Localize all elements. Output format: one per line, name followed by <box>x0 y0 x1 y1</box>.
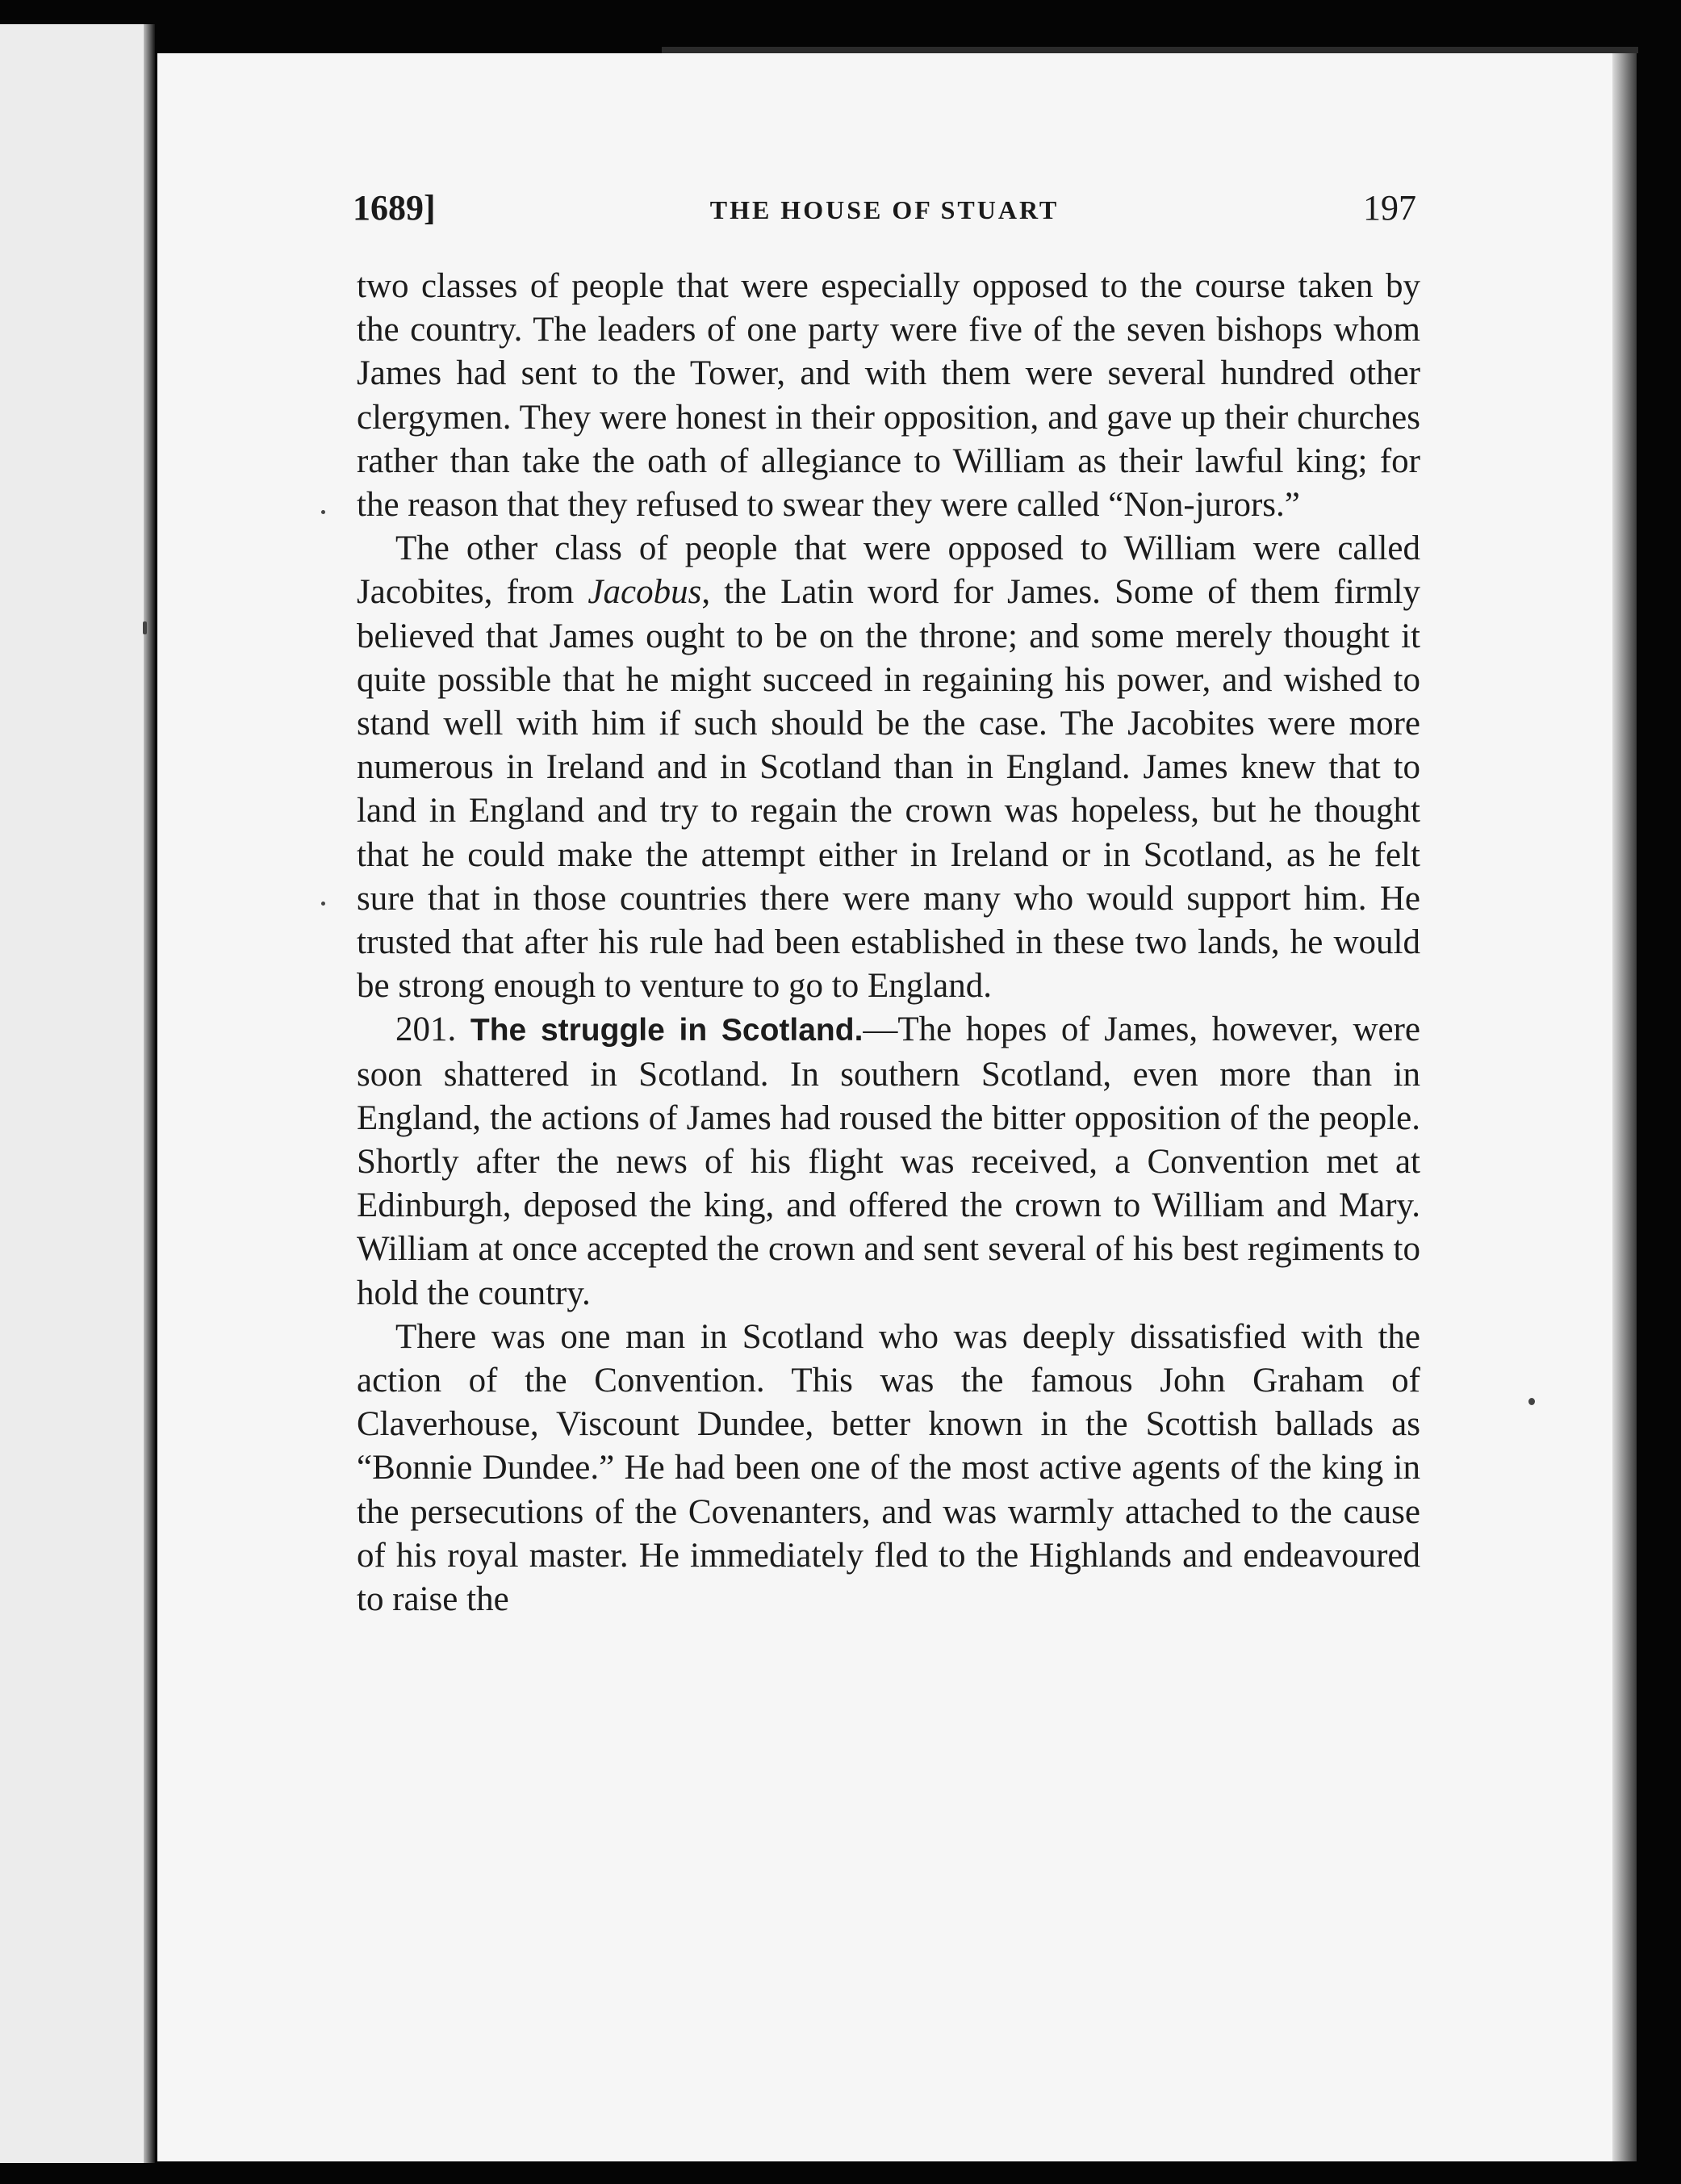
section-heading: The struggle in Scotland. <box>470 1013 863 1048</box>
running-head <box>353 187 1416 236</box>
gutter-shadow <box>144 24 155 2163</box>
running-head-title: THE HOUSE OF STUART <box>709 195 1060 224</box>
paragraph-jacobites-rest: , the Latin word for James. Some of them firmly believed that James ought to be on the throne; and some merely thought it quite possible that he might succeed in regaining his power, and wished to stand well with him if such should be the case. The Jacobites were more numerous in Ireland and in Scotland than in England. James knew that to land in England and try to regain the crown was hopeless, but he thought that he could make the attempt either in Ireland or in Scotland, as he felt sure that in those countries there were many who would support him. He trusted that after his rule had been established in these two lands, he would be strong enough to venture to go to England. <box>357 573 1420 1006</box>
section-201 <box>357 1008 1420 1315</box>
scan-speck <box>143 621 147 634</box>
scan-speck <box>1528 1398 1535 1405</box>
scan-speck <box>321 510 325 514</box>
facing-page-edge <box>0 24 153 2163</box>
italic-term: Jacobus <box>588 573 702 612</box>
page-number: 197 <box>1363 188 1416 228</box>
paragraph-jacobites-start: The other class of people that were opposed to William were called Jacobites, from <box>357 529 1420 612</box>
paragraph-jacobites <box>357 527 1420 1008</box>
section-number: 201. <box>395 1010 457 1049</box>
page-edge-shadow <box>1612 53 1637 2161</box>
running-head-year: 1689] <box>353 188 436 228</box>
paragraph-dundee: There was one man in Scotland who was deeply dissatisfied with the action of the Convention. This was the famous John Graham of Claverhouse, Viscount Dundee, better known in the Scottish ballads as “Bonnie Dundee.” He had been one of the most active agents of the king in the persecutions of the Covenanters, and was warmly attached to the cause of his royal master. He immediately fled to the Highlands and endeavoured to raise the <box>357 1317 1420 1619</box>
top-page-edge <box>662 47 1638 53</box>
section-201-text: —The hopes of James, however, were soon shattered in Scotland. In southern Scotland, even more than in England, the actions of James had roused the bitter opposition of the people. Shortly after the news of his flight was received, a Convention met at Edinburgh, deposed the king, and offered the crown to William and Mary. William at once accepted the crown and sent several of his best regiments to hold the country. <box>357 1010 1420 1312</box>
scan-speck <box>321 902 325 906</box>
body-text <box>357 265 1420 1621</box>
paragraph-non-jurors: two classes of people that were especially opposed to the course taken by the country. The leaders of one party were five of the seven bishops whom James had sent to the Tower, and with them were several hundred other clergymen. They were honest in their opposition, and gave up their churches rather than take the oath of allegiance to William as their lawful king; for the reason that they refused to swear they were called “Non-jurors.” <box>357 267 1420 525</box>
